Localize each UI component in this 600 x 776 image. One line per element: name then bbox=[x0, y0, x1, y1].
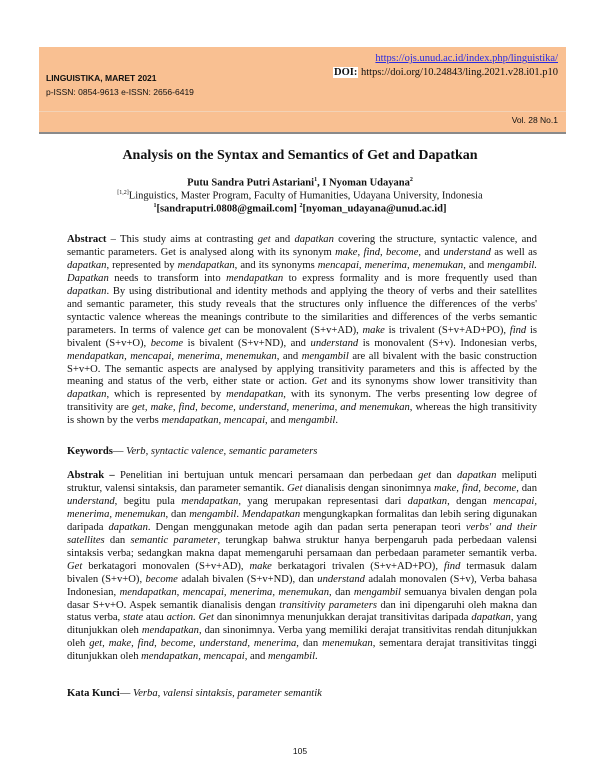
text-segment: Mendapatkan bbox=[241, 508, 301, 520]
doi-label: DOI: bbox=[334, 67, 358, 78]
text-segment: covering the structure, syntactic valence, and semantic parameters. Get is analysed along with its synonym bbox=[67, 234, 537, 258]
text-segment: , and its synonyms bbox=[234, 259, 318, 271]
text-segment: , dan bbox=[165, 508, 190, 520]
text-segment: atau bbox=[143, 612, 167, 624]
text-segment: , and bbox=[463, 259, 488, 271]
doi-line bbox=[333, 67, 558, 78]
text-segment: Abstract bbox=[67, 234, 107, 245]
text-segment: , with its synonym. The verbs presenting low degree of transitivity are bbox=[67, 389, 538, 414]
text-segment: dapatkan bbox=[294, 234, 334, 245]
text-segment: semuanya bivalen dengan pola dasar S+v+O. Aspek semantik dianalisis dengan bbox=[67, 586, 537, 611]
text-segment: , and bbox=[276, 350, 302, 362]
text-segment: berkatagori monovalen (S+v+AD), bbox=[82, 560, 250, 572]
page-number: 105 bbox=[292, 746, 308, 756]
text-segment: semantic parameter bbox=[130, 534, 218, 546]
email-1-sup: 1 bbox=[153, 203, 157, 209]
affiliation-text: Linguistics, Master Program, Faculty of Humanities, Udayana University, Indonesia bbox=[128, 190, 483, 202]
text-segment: Get bbox=[67, 560, 83, 572]
text-segment: , whereas the high transitivity is shown by the verbs bbox=[67, 402, 538, 427]
text-segment: Keywords bbox=[67, 446, 113, 457]
text-segment: is bivalent (S+v+ND), and bbox=[183, 337, 311, 349]
text-segment: dapatkan bbox=[456, 470, 497, 481]
text-segment: and bbox=[270, 234, 295, 245]
text-segment: is monovalent (S+v). Indonesian verbs, bbox=[358, 337, 537, 349]
header-divider bbox=[39, 111, 566, 112]
text-segment: Verb, syntactic valence, semantic parameters bbox=[126, 446, 318, 457]
text-segment: get bbox=[418, 470, 432, 481]
authors bbox=[0, 177, 600, 189]
text-segment: make, find, become bbox=[433, 482, 517, 494]
text-segment: understand bbox=[317, 573, 365, 585]
text-segment: , begitu pula bbox=[114, 495, 182, 507]
kata-kunci-line bbox=[67, 688, 537, 701]
text-segment: understand bbox=[67, 495, 115, 507]
author-1-sup: 1 bbox=[314, 177, 318, 183]
text-segment: Verba, valensi sintaksis, parameter semantik bbox=[132, 688, 322, 699]
text-segment: dapatkan bbox=[407, 495, 448, 507]
text-segment: . Dengan menggunakan metode agih dan padan serta penerapan teori bbox=[147, 521, 466, 533]
issn: p-ISSN: 0854-9613 e-ISSN: 2656-6419 bbox=[46, 87, 194, 97]
text-segment: dan bbox=[104, 534, 131, 546]
text-segment: , yang ditunjukkan oleh bbox=[67, 612, 537, 637]
text-segment: mengambil bbox=[189, 508, 237, 520]
text-segment: make bbox=[249, 560, 272, 572]
text-segment: , dan bbox=[516, 482, 538, 494]
text-segment: can be monovalent (S+v+AD), bbox=[221, 324, 363, 336]
text-segment: Penelitian ini bertujuan untuk mencari persamaan dan perbedaan bbox=[114, 470, 419, 481]
text-segment: dapatkan bbox=[67, 285, 107, 297]
text-segment: dan sinonimnya menunjukkan derajat transitivitas daripada bbox=[213, 612, 472, 624]
email-2: [nyoman_udayana@unud.ac.id] bbox=[302, 203, 447, 215]
text-segment: , and bbox=[265, 415, 289, 427]
text-segment: mencapai, menerima, menemukan bbox=[67, 495, 537, 520]
text-segment: . bbox=[335, 415, 339, 427]
email-1: [sandraputri.0808@gmail.com] bbox=[156, 203, 300, 215]
text-segment: , dan bbox=[296, 638, 323, 650]
text-segment: dapatkan bbox=[67, 389, 107, 401]
text-segment: become bbox=[150, 337, 184, 349]
text-segment: as well as bbox=[490, 246, 537, 258]
text-segment: needs to transform into bbox=[108, 272, 227, 284]
text-segment: , and bbox=[418, 246, 444, 258]
text-segment: understand bbox=[310, 337, 359, 349]
text-segment: find bbox=[509, 324, 527, 336]
affiliation bbox=[0, 190, 600, 202]
keywords-line bbox=[67, 446, 537, 459]
text-segment: . bbox=[236, 508, 242, 520]
text-segment: adalah bivalen (S+v+ND), dan bbox=[177, 573, 318, 585]
text-segment: — bbox=[112, 446, 127, 457]
text-segment: mengungkapkan formalitas dan lebih sering digunakan daripada bbox=[67, 508, 538, 533]
text-segment: , sementara derajat transitivitas tinggi ditunjukkan oleh bbox=[67, 638, 537, 663]
text-segment: termasuk dalam bivalen (S+v+O), bbox=[67, 560, 538, 585]
text-segment: Get bbox=[198, 612, 214, 624]
text-segment: Dapatkan bbox=[67, 272, 109, 284]
paper-title: Analysis on the Syntax and Semantics of Get and Dapatkan bbox=[122, 148, 478, 163]
text-segment: verbs' and their satellites bbox=[67, 521, 537, 546]
text-segment: get bbox=[208, 324, 222, 336]
text-segment: get, make, find, become, understand, menerima bbox=[89, 638, 297, 650]
text-segment: become bbox=[145, 573, 178, 585]
text-segment: Get bbox=[311, 376, 327, 388]
text-segment: mengambil bbox=[288, 415, 336, 427]
text-segment: dapatkan bbox=[471, 612, 511, 624]
text-segment: mendapatkan, mencapai bbox=[161, 415, 266, 427]
text-segment: , dan bbox=[329, 586, 354, 598]
text-segment: find bbox=[443, 560, 461, 572]
text-segment: dianalisis dengan sinonimnya bbox=[302, 482, 434, 494]
text-segment: mendapatkan, mencapai, menerima, menemukan bbox=[119, 586, 330, 598]
text-segment: dan bbox=[431, 470, 457, 481]
text-segment: — bbox=[119, 688, 133, 699]
journal-header bbox=[39, 47, 566, 134]
text-segment: mengambil. bbox=[487, 259, 537, 271]
journal-name: LINGUISTIKA, MARET 2021 bbox=[46, 73, 157, 83]
emails bbox=[0, 203, 600, 215]
text-segment: . bbox=[315, 651, 318, 663]
doi-value: https://doi.org/10.24843/ling.2021.v28.i01.p10 bbox=[358, 67, 558, 78]
text-segment: mendapatkan, mencapai, menerima, menemukan bbox=[67, 350, 277, 362]
text-segment: to express formality and is more frequently used than bbox=[283, 272, 537, 284]
text-segment: , which is represented by bbox=[106, 389, 227, 401]
abstract-paragraph bbox=[67, 234, 537, 428]
author-1: Putu Sandra Putri Astariani bbox=[187, 177, 315, 189]
abstrak-paragraph bbox=[67, 470, 537, 664]
text-segment: Get bbox=[287, 482, 303, 494]
text-segment: make, find, become bbox=[335, 246, 419, 258]
text-segment: dan ini dipengaruhi oleh makna dan status verba, bbox=[67, 599, 537, 624]
text-segment: . By using distributional and identity methods and applying the theory of verbs and their satellites and semantic parameter, this study reveals that the structures only influence the differences of the verbs' syntactic valence whereas the meanings contribute to the similarities and differences of the verbs semantic parameters. In terms of valence bbox=[67, 285, 537, 336]
text-segment: meliputi struktur, valensi sintaksis, dan parameter semantik. bbox=[67, 470, 537, 494]
text-segment: mendapatkan bbox=[181, 495, 239, 507]
text-segment: mendapatkan bbox=[226, 389, 284, 401]
text-segment: mendapatkan bbox=[177, 259, 235, 271]
text-segment: , yang merupakan representasi dari bbox=[238, 495, 408, 507]
text-segment: mengambil bbox=[301, 350, 349, 362]
email-2-sup: 2 bbox=[299, 203, 303, 209]
text-segment: mengambil bbox=[353, 586, 401, 598]
text-segment: and its synonyms show lower transitivity than bbox=[326, 376, 537, 388]
journal-url-link[interactable]: https://ojs.unud.ac.id/index.php/linguistika/ bbox=[375, 53, 558, 64]
text-segment: is bivalent (S+v+O), bbox=[67, 324, 538, 349]
volume: Vol. 28 No.1 bbox=[511, 115, 558, 125]
text-segment: berkatagori trivalen (S+v+AD+PO), bbox=[271, 560, 444, 572]
text-segment: , represented by bbox=[106, 259, 178, 271]
text-segment: dapatkan bbox=[67, 259, 107, 271]
text-segment: get bbox=[257, 234, 271, 245]
author-2-sup: 2 bbox=[409, 177, 413, 183]
text-segment: mencapai, menerima, menemukan bbox=[317, 259, 464, 271]
text-segment: state bbox=[123, 612, 144, 624]
text-segment: are all bivalent with the basic construction S+v+O. The semantic aspects are analysed by applying transitivity parameters and this is affected by the meaning and status of the verb, either state or action. bbox=[67, 350, 537, 388]
text-segment: is trivalent (S+v+AD+PO), bbox=[384, 324, 510, 336]
text-segment: – This study aims at contrasting bbox=[106, 234, 258, 245]
text-segment: get, make, find, become, understand, menerima, and menemukan bbox=[131, 402, 410, 414]
text-segment: , terungkap bahwa struktur hanya berpengaruh pada perbedaan valensi sintaksis verba; sedangkan makna dapat memengaruhi persamaan dan perbedaan parameter semantik verba. bbox=[67, 534, 537, 559]
text-segment: mengambil bbox=[267, 651, 316, 663]
text-segment: , dengan bbox=[447, 495, 494, 507]
text-segment: menemukan bbox=[322, 638, 373, 650]
text-segment: mendapatkan, mencapai bbox=[141, 651, 245, 663]
affiliation-sup: [1,2] bbox=[117, 190, 129, 196]
text-segment: action. bbox=[166, 612, 196, 624]
text-segment: mendapatkan bbox=[141, 625, 199, 637]
text-segment: transitivity parameters bbox=[279, 599, 377, 611]
author-2: I Nyoman Udayana bbox=[322, 177, 410, 189]
text-segment: understand bbox=[443, 246, 491, 258]
text-segment: , and bbox=[244, 651, 268, 663]
text-segment: dapatkan bbox=[108, 521, 148, 533]
text-segment: Kata Kunci bbox=[67, 688, 120, 699]
author-sep: , bbox=[317, 177, 323, 189]
text-segment: mendapatkan bbox=[226, 272, 284, 284]
text-segment: Abstrak – bbox=[67, 470, 115, 481]
text-segment: adalah monovalen (S+v), Verba bahasa Indonesian, bbox=[67, 573, 537, 598]
text-segment: make bbox=[362, 324, 385, 336]
text-segment: , dan sinonimnya. Verba yang memiliki derajat transitivitas rendah ditunjukkan oleh bbox=[67, 625, 537, 650]
